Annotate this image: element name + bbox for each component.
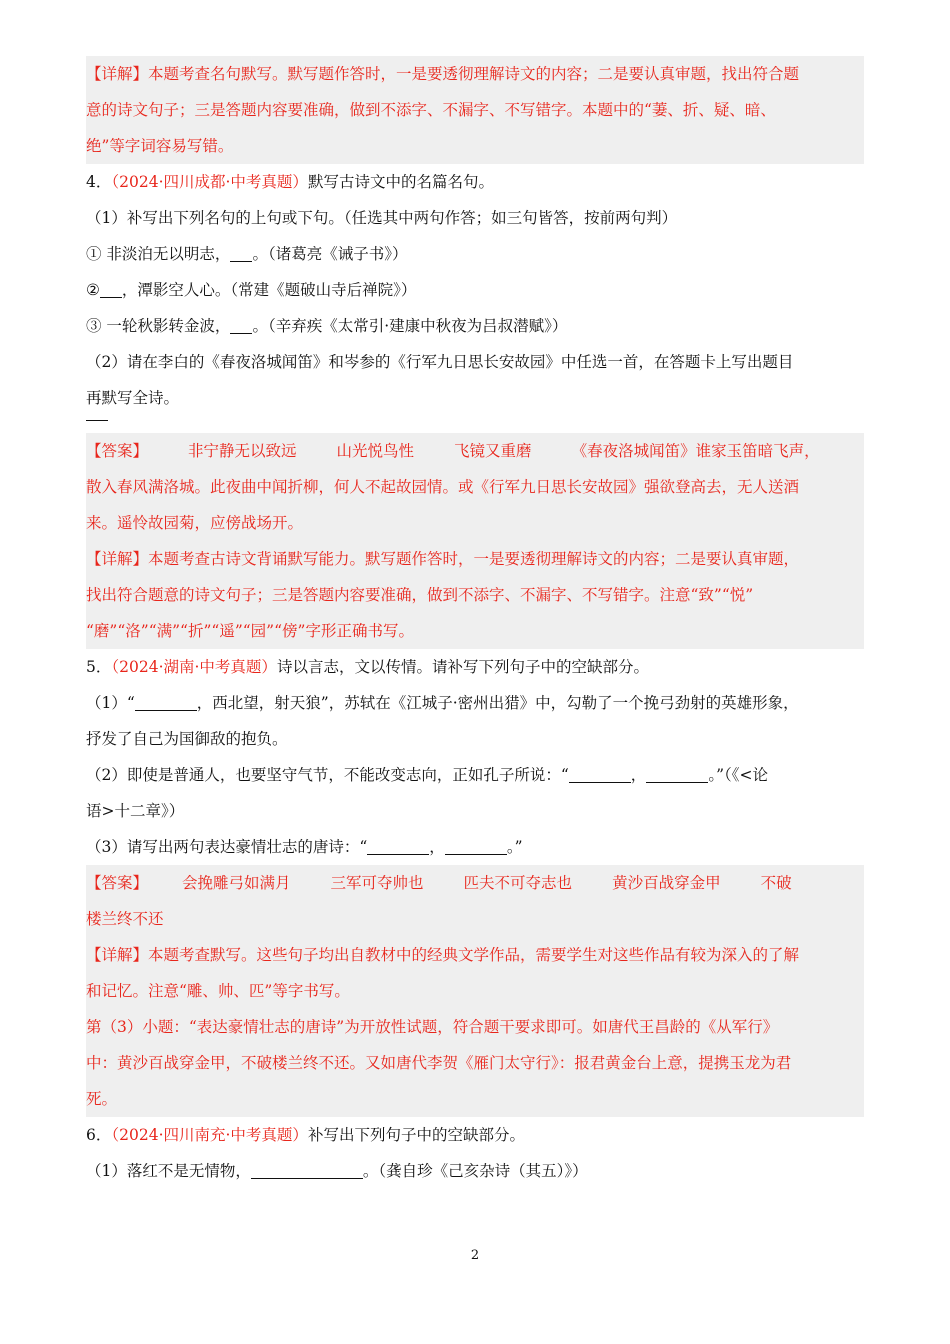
answer-item: 会挽雕弓如满月 <box>182 874 291 892</box>
question-source: （2024·四川南充·中考真题） <box>111 1126 308 1144</box>
item-text: （2）即使是普通人，也要坚守气节，不能改变志向，正如孔子所说：“ <box>86 766 569 784</box>
sub-question: 再默写全诗。 <box>86 389 180 407</box>
answer-item: 黄沙百战穿金甲 <box>612 874 721 892</box>
answer-line[interactable] <box>86 420 108 421</box>
fill-item <box>86 236 864 272</box>
sub-question: 抒发了自己为国御敌的抱负。 <box>86 730 288 748</box>
explanation-block <box>86 56 864 164</box>
explanation-line: 【详解】本题考查名句默写。默写题作答时，一是要透彻理解诗文的内容；二是要认真审题，找出符合题 <box>86 65 800 83</box>
question-text: 诗以言志，文以传情。请补写下列句子中的空缺部分。 <box>276 658 649 676</box>
item-text: ， <box>429 838 445 856</box>
item-text: （1）落红不是无情物， <box>86 1162 251 1180</box>
item-text: 。”（《<论 <box>708 766 768 784</box>
answer-blank[interactable] <box>230 246 252 263</box>
explanation-line: 第（3）小题：“表达豪情壮志的唐诗”为开放性试题，符合题干要求即可。如唐代王昌龄的《从军行》 <box>86 1018 779 1036</box>
question-text: 补写出下列句子中的空缺部分。 <box>307 1126 525 1144</box>
answer-line <box>86 865 864 901</box>
item-text: 。（龚自珍《己亥杂诗（其五）》） <box>362 1162 588 1180</box>
answer-block <box>86 433 864 649</box>
question-number: 4． <box>86 173 112 191</box>
sub-question <box>86 1153 864 1189</box>
answer-line <box>86 433 864 469</box>
item-text: （3）请写出两句表达豪情壮志的唐诗：“ <box>86 838 368 856</box>
answer-item: 三军可夺帅也 <box>330 874 424 892</box>
answer-blank[interactable] <box>100 282 122 299</box>
explanation-line: 【详解】本题考查古诗文背诵默写能力。默写题作答时，一是要透彻理解诗文的内容；二是要认真审题， <box>86 550 800 568</box>
fill-item <box>86 272 864 308</box>
item-text: ③ 一轮秋影转金波， <box>86 317 231 335</box>
item-text: 。（诸葛亮《诫子书》） <box>252 245 408 263</box>
answer-label: 【答案】 <box>86 874 149 892</box>
explanation-line: 意的诗文句子；三是答题内容要准确，做到不添字、不漏字、不写错字。本题中的“萋、折、疑、暗、 <box>86 101 776 119</box>
sub-question <box>86 829 864 865</box>
question-4 <box>86 164 864 649</box>
page-number: 2 <box>470 1248 480 1263</box>
answer-label: 【答案】 <box>86 442 149 460</box>
question-stem <box>86 1117 864 1153</box>
answer-item: 匹夫不可夺志也 <box>463 874 573 892</box>
answer-item: 飞镜又重磨 <box>454 442 532 460</box>
answer-blank[interactable] <box>251 1163 363 1180</box>
question-stem <box>86 649 864 685</box>
question-number: 6． <box>86 1126 112 1144</box>
answer-item: 非宁静无以致远 <box>188 442 297 460</box>
sub-question: （2）请在李白的《春夜洛城闻笛》和岑参的《行军九日思长安故园》中任选一首，在答题卡上写出题目 <box>86 353 794 371</box>
sub-question <box>86 685 864 721</box>
question-stem <box>86 164 864 200</box>
answer-item: 山光悦鸟性 <box>336 442 415 460</box>
explanation-line: 和记忆。注意“雕、帅、匹”等字书写。 <box>86 982 350 1000</box>
answer-blank[interactable] <box>230 318 252 335</box>
answer-item: 《春夜洛城闻笛》谁家玉笛暗飞声， <box>571 442 820 460</box>
question-source: （2024·湖南·中考真题） <box>111 658 277 676</box>
sub-question <box>86 757 864 793</box>
answer-item: 不破 <box>760 874 792 892</box>
sub-question: 语>十二章》） <box>86 802 185 820</box>
item-text: 。” <box>506 838 523 856</box>
page-content <box>86 56 864 1189</box>
explanation-line: 绝”等字词容易写错。 <box>86 137 234 155</box>
question-5 <box>86 649 864 1117</box>
explanation-line: 【详解】本题考查默写。这些句子均出自教材中的经典文学作品，需要学生对这些作品有较为深入的了解 <box>86 946 800 964</box>
explanation-line: “磨”“洛”“满”“折”“遥”“园”“傍”字形正确书写。 <box>86 622 414 640</box>
answer-blank[interactable] <box>445 839 507 856</box>
answer-blank[interactable] <box>367 839 429 856</box>
fill-item <box>86 308 864 344</box>
sub-question: （1）补写出下列名句的上句或下句。（任选其中两句作答；如三句皆答，按前两句判） <box>86 209 678 227</box>
question-text: 默写古诗文中的名篇名句。 <box>307 173 494 191</box>
answer-blank[interactable] <box>569 767 631 784</box>
item-text: 。（辛弃疾《太常引·建康中秋夜为吕叔潜赋》） <box>252 317 568 335</box>
item-text: ① 非淡泊无以明志， <box>86 245 231 263</box>
item-text: ② <box>86 281 100 299</box>
answer-line: 散入春风满洛城。此夜曲中闻折柳，何人不起故园情。或《行军九日思长安故园》强欲登高去，无人送酒 <box>86 478 800 496</box>
answer-line: 来。遥怜故园菊，应傍战场开。 <box>86 514 304 532</box>
answer-line: 楼兰终不还 <box>86 910 164 928</box>
question-6 <box>86 1117 864 1189</box>
answer-block <box>86 865 864 1117</box>
explanation-line: 死。 <box>86 1090 118 1108</box>
item-text: ，潭影空人心。（常建《题破山寺后禅院》） <box>121 281 417 299</box>
question-number: 5． <box>86 658 112 676</box>
item-text: （1）“ <box>86 694 135 712</box>
item-text: ，西北望，射天狼”，苏轼在《江城子·密州出猎》中，勾勒了一个挽弓劲射的英雄形象， <box>196 694 799 712</box>
explanation-line: 中：黄沙百战穿金甲，不破楼兰终不还。又如唐代李贺《雁门太守行》：报君黄金台上意，提携玉龙为君 <box>86 1054 792 1072</box>
explanation-line: 找出符合题意的诗文句子；三是答题内容要准确，做到不添字、不漏字、不写错字。注意“致”“悦” <box>86 586 754 604</box>
answer-blank[interactable] <box>646 767 708 784</box>
answer-blank[interactable] <box>135 695 197 712</box>
item-text: ， <box>630 766 647 784</box>
question-source: （2024·四川成都·中考真题） <box>111 173 308 191</box>
